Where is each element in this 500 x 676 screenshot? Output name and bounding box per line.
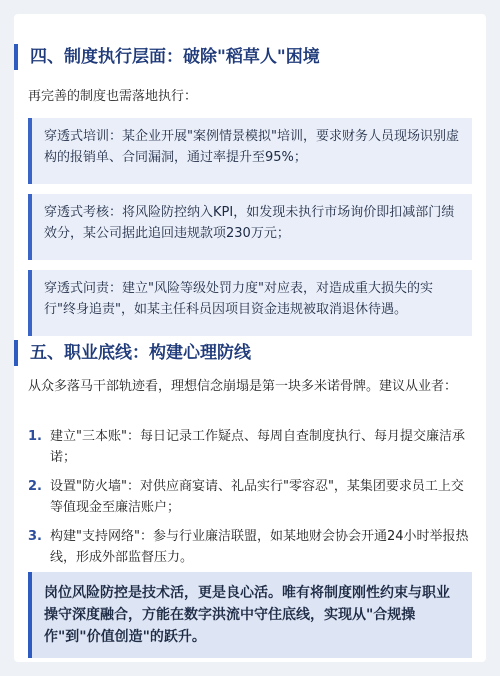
section-5-intro: 从众多落马干部轨迹看，理想信念崩塌是第一块多米诺骨牌。建议从业者：	[28, 379, 458, 394]
section-4-intro: 再完善的制度也需落地执行：	[28, 89, 198, 104]
conclusion-box: 岗位风险防控是技术活，更是良心活。唯有将制度刚性约束与职业操守深度融合，方能在数字洪流中守住底线，实现从"合规操作"到"价值创造"的跃升。	[28, 572, 472, 658]
section-4-heading: 四、制度执行层面：破除"稻草人"困境	[14, 44, 486, 70]
item-number: 3.	[28, 529, 42, 544]
item-text: 构建"支持网络"：参与行业廉洁联盟，如某地财会协会开通24小时举报热线，形成外部监督压力。	[50, 529, 469, 565]
item-text: 建立"三本账"：每日记录工作疑点、每周自查制度执行、每月提交廉洁承诺；	[50, 429, 465, 465]
accountability-card: 穿透式问责：建立"风险等级处罚力度"对应表，对造成重大损失的实行"终身追责"，如某主任科员因项目资金违规被取消退休待遇。	[28, 270, 472, 336]
list-item	[28, 426, 472, 468]
article-page	[14, 14, 486, 662]
assessment-card: 穿透式考核：将风险防控纳入KPI，如发现未执行市场询价即扣减部门绩效分，某公司据此追回违规款项230万元；	[28, 194, 472, 260]
recommendation-list	[28, 426, 472, 568]
training-card: 穿透式培训：某企业开展"案例情景模拟"培训，要求财务人员现场识别虚构的报销单、合同漏洞，通过率提升至95%；	[28, 118, 472, 184]
list-item	[28, 526, 472, 568]
item-number: 2.	[28, 479, 42, 494]
item-number: 1.	[28, 429, 42, 444]
section-5-heading: 五、职业底线：构建心理防线	[14, 340, 486, 366]
item-text: 设置"防火墙"：对供应商宴请、礼品实行"零容忍"，某集团要求员工上交等值现金至廉洁账户；	[50, 479, 464, 515]
list-item	[28, 476, 472, 518]
